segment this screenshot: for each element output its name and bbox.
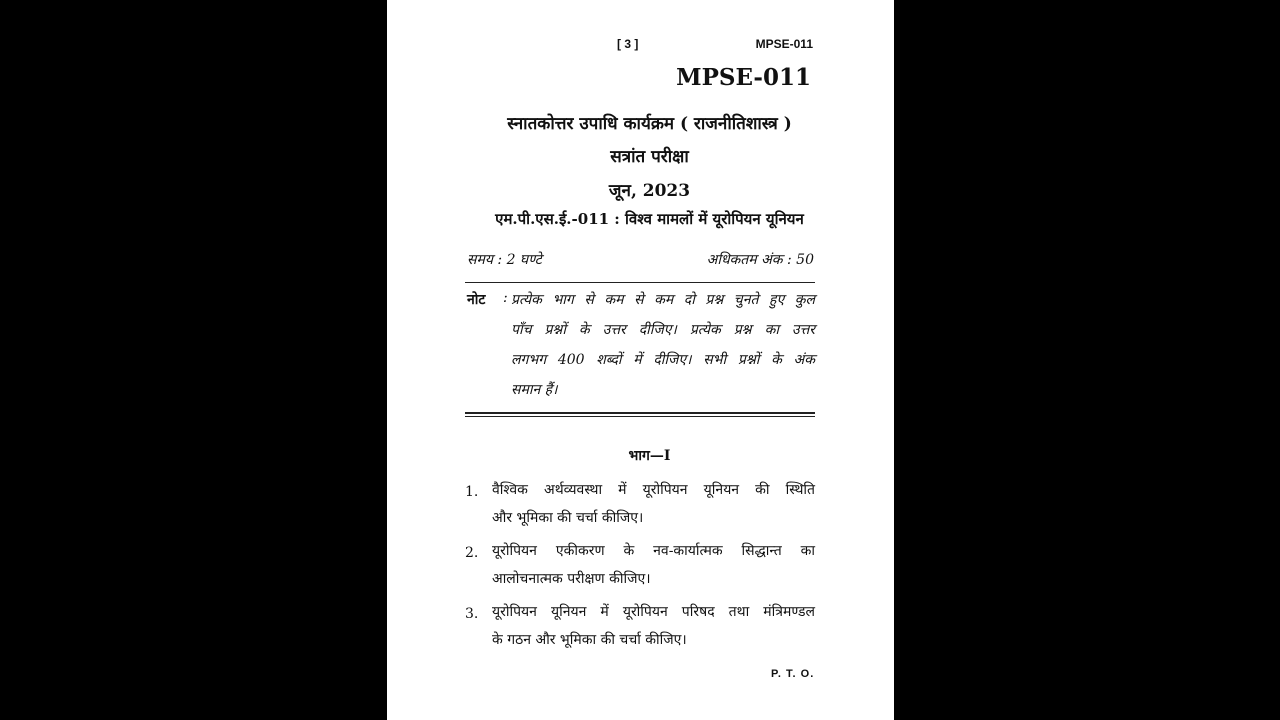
question-line: आलोचनात्मक परीक्षण कीजिए। — [492, 571, 651, 587]
exam-page — [387, 0, 894, 720]
note-colon: : — [503, 290, 508, 306]
page-number: [ 3 ] — [617, 37, 639, 51]
course-code-small: MPSE-011 — [755, 37, 813, 51]
time-allowed: समय : 2 घण्टे — [467, 252, 542, 268]
question-number: 1. — [465, 484, 479, 500]
question-line: यूरोपियन एकीकरण के नव-कार्यात्मक सिद्धान्त का — [492, 543, 815, 559]
note-line: पाँच प्रश्नों के उत्तर दीजिए। प्रत्येक प्रश्न का उत्तर — [511, 322, 815, 338]
programme-title: स्नातकोत्तर उपाधि कार्यक्रम ( राजनीतिशास्त्र ) — [507, 114, 792, 134]
note-line: प्रत्येक भाग से कम से कम दो प्रश्न चुनते हुए कुल — [511, 292, 815, 308]
question-line: यूरोपियन यूनियन में यूरोपियन परिषद तथा मंत्रिमण्डल — [492, 604, 815, 620]
question-line: के गठन और भूमिका की चर्चा कीजिए। — [492, 632, 687, 648]
question-number: 3. — [465, 606, 479, 622]
divider-line — [465, 282, 815, 283]
maximum-marks: अधिकतम अंक : 50 — [706, 252, 814, 268]
section-title: भाग—I — [628, 448, 671, 464]
note-label: नोट — [467, 292, 486, 308]
note-line: लगभग 400 शब्दों में दीजिए। सभी प्रश्नों के अंक — [511, 352, 815, 368]
exam-title: सत्रांत परीक्षा — [610, 147, 689, 167]
exam-date: जून, 2023 — [608, 181, 691, 201]
please-turn-over: P. T. O. — [771, 668, 815, 680]
double-divider-top — [465, 412, 815, 414]
question-number: 2. — [465, 545, 479, 561]
double-divider-bottom — [465, 416, 815, 417]
course-title: एम.पी.एस.ई.-011 : विश्व मामलों में यूरोपियन यूनियन — [495, 210, 804, 228]
note-line: समान हैं। — [511, 382, 558, 398]
course-code-title: MPSE-011 — [676, 64, 811, 91]
question-line: और भूमिका की चर्चा कीजिए। — [492, 510, 644, 526]
question-line: वैश्विक अर्थव्यवस्था में यूरोपियन यूनियन की स्थिति — [492, 482, 815, 498]
